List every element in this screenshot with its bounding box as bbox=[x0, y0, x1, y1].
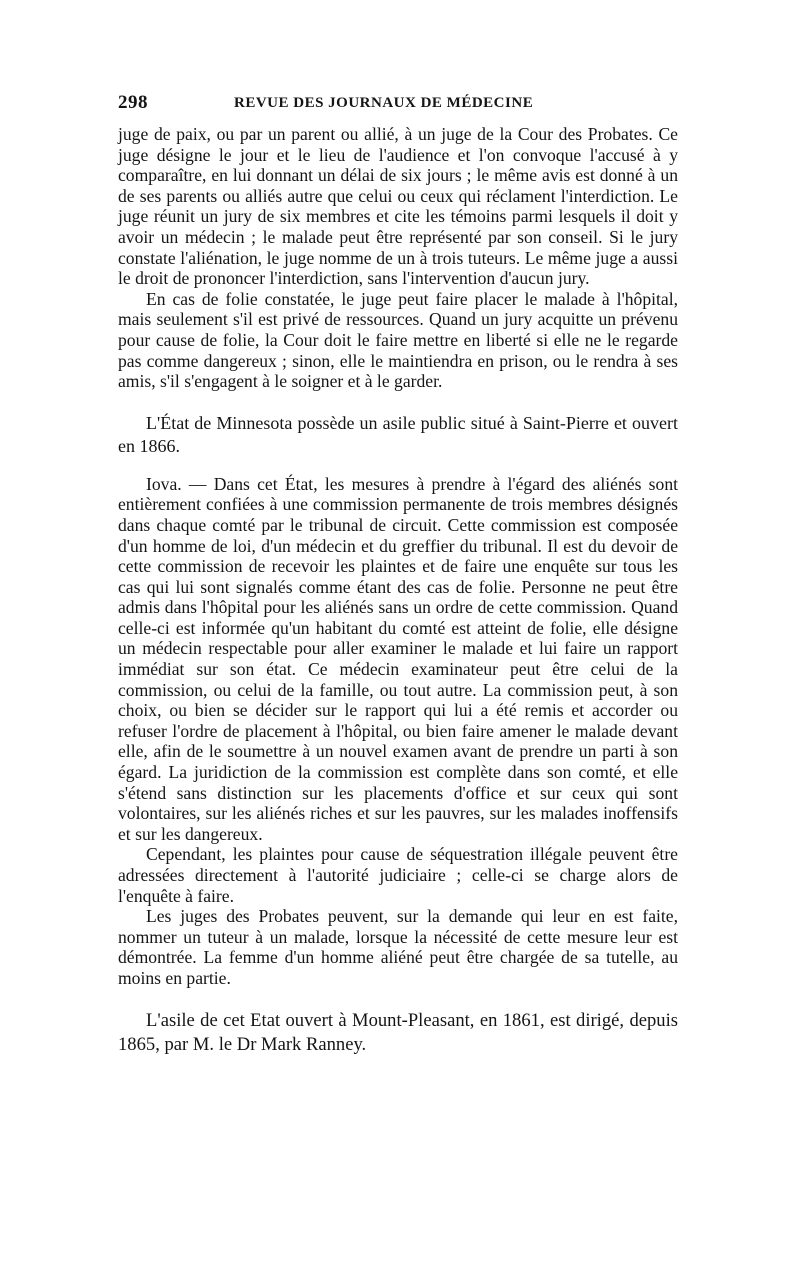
body-text bbox=[118, 124, 678, 1057]
paragraph-mount-pleasant: L'asile de cet Etat ouvert à Mount-Pleasant, en 1861, est dirigé, depuis 1865, par M. le Dr Mark Ranney. bbox=[118, 1009, 678, 1055]
running-head: REVUE DES JOURNAUX DE MÉDECINE bbox=[234, 95, 534, 111]
paragraph-folie-constatee: En cas de folie constatée, le juge peut faire placer le malade à l'hôpital, mais seulement s'il est privé de ressources. Quand un jury acquitte un prévenu pour cause de folie, la Cour doit le faire mettre en liberté si elle ne le regarde pas comme dangereux ; sinon, elle le maintiendra en prison, ou le rendra à ses amis, s'il s'engagent à le soigner et à le garder. bbox=[118, 288, 678, 392]
paragraph-cependant: Cependant, les plaintes pour cause de séquestration illégale peuvent être adressées directement à l'autorité judiciaire ; celle-ci se charge alors de l'enquête à faire. bbox=[118, 844, 678, 906]
paragraph-continuation: juge de paix, ou par un parent ou allié, à un juge de la Cour des Probates. Ce juge désigne le jour et le lieu de l'audience et l'on convoque l'accusé à y comparaître, en lui donnant un délai de six jours ; le même avis est donné à un de ses parents ou alliés autre que celui ou ceux qui réclament l'interdiction. Le juge réunit un jury de six membres et cite les témoins parmi lesquels il doit y avoir un médecin ; le malade peut être représenté par son conseil. Si le jury constate l'aliénation, le juge nomme de un à trois tuteurs. Le même juge a aussi le droit de prononcer l'interdiction, sans l'intervention d'aucun jury. bbox=[118, 124, 678, 289]
page-header bbox=[118, 92, 678, 120]
document-page bbox=[118, 92, 678, 1057]
paragraph-minnesota: L'État de Minnesota possède un asile public situé à Saint-Pierre et ouvert en 1866. bbox=[118, 412, 678, 456]
paragraph-iova: Iova. — Dans cet État, les mesures à prendre à l'égard des aliénés sont entièrement confiées à une commission permanente de trois membres désignés dans chaque comté par le tribunal de circuit. Cette commission est composée d'un homme de loi, d'un médecin et du greffier du tribunal. Il est du devoir de cette commission de recevoir les plaintes et de faire une enquête sur tous les cas qui lui sont signalés comme étant des cas de folie. Personne ne peut être admis dans l'hôpital pour les aliénés sans un ordre de cette commission. Quand celle-ci est informée qu'un habitant du comté est atteint de folie, elle désigne un médecin respectable pour aller examiner le malade et lui faire un rapport immédiat sur son état. Ce médecin examinateur peut être celui de la commission, ou celui de la famille, ou tout autre. La commission peut, à son choix, ou bien se décider sur le rapport qui lui a été remis et accorder ou refuser l'ordre de placement à l'hôpital, ou bien faire amener le malade devant elle, afin de le soumettre à un nouvel examen avant de prendre un parti à son égard. La juridiction de la commission est complète dans son comté, et elle s'étend sans distinction sur les placements d'office et sur ceux qui sont volontaires, sur les aliénés riches et sur les pauvres, sur les malades inoffensifs et sur les dangereux. bbox=[118, 473, 678, 844]
paragraph-juges-probates: Les juges des Probates peuvent, sur la demande qui leur en est faite, nommer un tuteur à un malade, lorsque la nécessité de cette mesure leur est démontrée. La femme d'un homme aliéné peut être chargée de sa tutelle, au moins en partie. bbox=[118, 906, 678, 988]
page-number: 298 bbox=[118, 92, 148, 113]
